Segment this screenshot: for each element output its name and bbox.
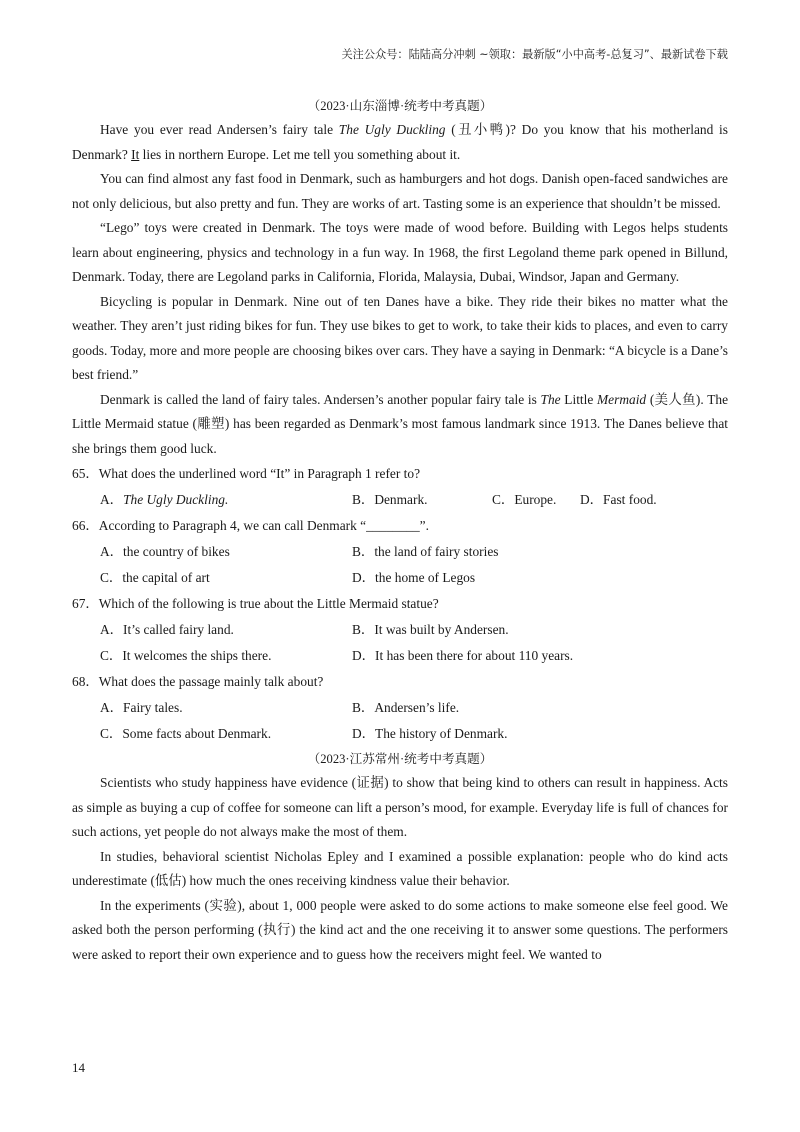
text-run: (美人鱼). The Little Mermaid statue (雕塑) has been regarded as Denmark’s most famous landmark since 1913. The Danes believe that she brings them good luck. [72, 391, 729, 456]
passage1-paragraph-4: Bicycling is popular in Denmark. Nine out of ten Danes have a bike. They ride their bikes no matter what the weather. They aren’t just riding bikes for fun. They use bikes to get to work, to take their kids to places, and even to carry goods. Today, more and more people are choosing bikes over cars. They have a saying in Denmark: “A bicycle is a Dane’s best friend.” [72, 293, 728, 382]
passage2-source: （2023·江苏常州·统考中考真题） [307, 752, 493, 766]
option-text: The Ugly Duckling. [123, 492, 229, 507]
underlined-word: It [131, 146, 140, 162]
option-d[interactable]: D．Fast food. [580, 492, 657, 507]
option-a[interactable]: A．It’s called fairy land. [100, 622, 234, 637]
title-mermaid: Mermaid [597, 391, 647, 407]
passage1-paragraph-2: You can find almost any fast food in Denmark, such as hamburgers and hot dogs. Danish open-faced sandwiches are not only delicious, but also pretty and fun. They are works of art. Tasting some is an experience that shouldn’t be missed. [72, 171, 728, 211]
text-run: Have you ever read Andersen’s fairy tale [100, 122, 339, 137]
question-67-options-row1 [72, 617, 728, 643]
question-67: 67．Which of the following is true about the Little Mermaid statue? [72, 596, 439, 611]
question-66-options-row1 [72, 539, 728, 565]
option-a[interactable]: A．Fairy tales. [100, 700, 183, 715]
option-b[interactable]: B．the land of fairy stories [352, 544, 499, 559]
option-c[interactable]: C．Europe. [492, 492, 557, 507]
header-note: 关注公众号：陆陆高分冲刺 ~领取：最新版“小中高考-总复习”、最新试卷下载 [341, 48, 728, 61]
question-65-options [72, 487, 728, 513]
option-b[interactable]: B．Andersen’s life. [352, 700, 460, 715]
option-b[interactable]: B．It was built by Andersen. [352, 622, 509, 637]
question-68-options-row2 [72, 721, 728, 747]
page-number: 14 [72, 1060, 85, 1075]
question-66-options-row2 [72, 565, 728, 591]
option-letter: A． [100, 492, 124, 507]
text-run: (丑小鸭)? Do you know that his motherland is Denmark? [72, 122, 728, 162]
text-run: Denmark is called the land of fairy tales. Andersen’s another popular fairy tale is [100, 391, 541, 407]
book-title: The Ugly Duckling [338, 122, 446, 137]
passage2-paragraph-1: Scientists who study happiness have evidence (证据) to show that being kind to others can result in happiness. Acts as simple as buying a cup of coffee for someone can lift a person’s mood, for example. Everyday life is full of chances for such actions, yet people do not always make the most of them. [72, 775, 728, 839]
question-68-options-row1 [72, 695, 728, 721]
title-the: The [540, 391, 561, 407]
text-run: Little [560, 391, 598, 407]
option-a[interactable]: A．the country of bikes [100, 544, 230, 559]
passage2-paragraph-3: In the experiments (实验), about 1, 000 people were asked to do some actions to make someone else feel good. We asked both the person performing (执行) the kind act and the one receiving it to answer some questions. The performers were asked to report their own experience and to guess how the receivers might feel. We wanted to [72, 897, 728, 962]
page-content [72, 94, 728, 967]
passage2-paragraph-2: In studies, behavioral scientist Nicholas Epley and I examined a possible explanation: people who do kind acts underestimate (低估) how much the ones receiving kindness value their behavior. [72, 848, 728, 888]
passage1-paragraph-3: “Lego” toys were created in Denmark. The toys were made of wood before. Building with Legos helps students learn about engineering, physics and technology in a fun way. In 1968, the first Legoland theme park opened in Billund, Denmark. Today, there are Legoland parks in California, Florida, Malaysia, Dubai, Windsor, Japan and Germany. [72, 220, 728, 284]
option-d[interactable]: D．It has been there for about 110 years. [352, 648, 574, 663]
passage1-source: （2023·山东淄博·统考中考真题） [307, 99, 493, 113]
option-c[interactable]: C．It welcomes the ships there. [100, 648, 272, 663]
option-c[interactable]: C．the capital of art [100, 570, 210, 585]
option-b[interactable]: B．Denmark. [352, 492, 428, 507]
question-67-options-row2 [72, 643, 728, 669]
option-d[interactable]: D．the home of Legos [352, 570, 476, 585]
question-68: 68．What does the passage mainly talk about? [72, 674, 324, 689]
question-65: 65．What does the underlined word “It” in Paragraph 1 refer to? [72, 466, 421, 481]
text-run: lies in northern Europe. Let me tell you something about it. [139, 146, 461, 162]
option-d[interactable]: D．The history of Denmark. [352, 726, 508, 741]
passage1-paragraph-1 [72, 118, 728, 167]
option-c[interactable]: C．Some facts about Denmark. [100, 726, 272, 741]
question-66: 66．According to Paragraph 4, we can call Denmark “________”. [72, 518, 429, 533]
passage1-paragraph-5 [72, 388, 728, 462]
option-a[interactable] [100, 487, 228, 513]
